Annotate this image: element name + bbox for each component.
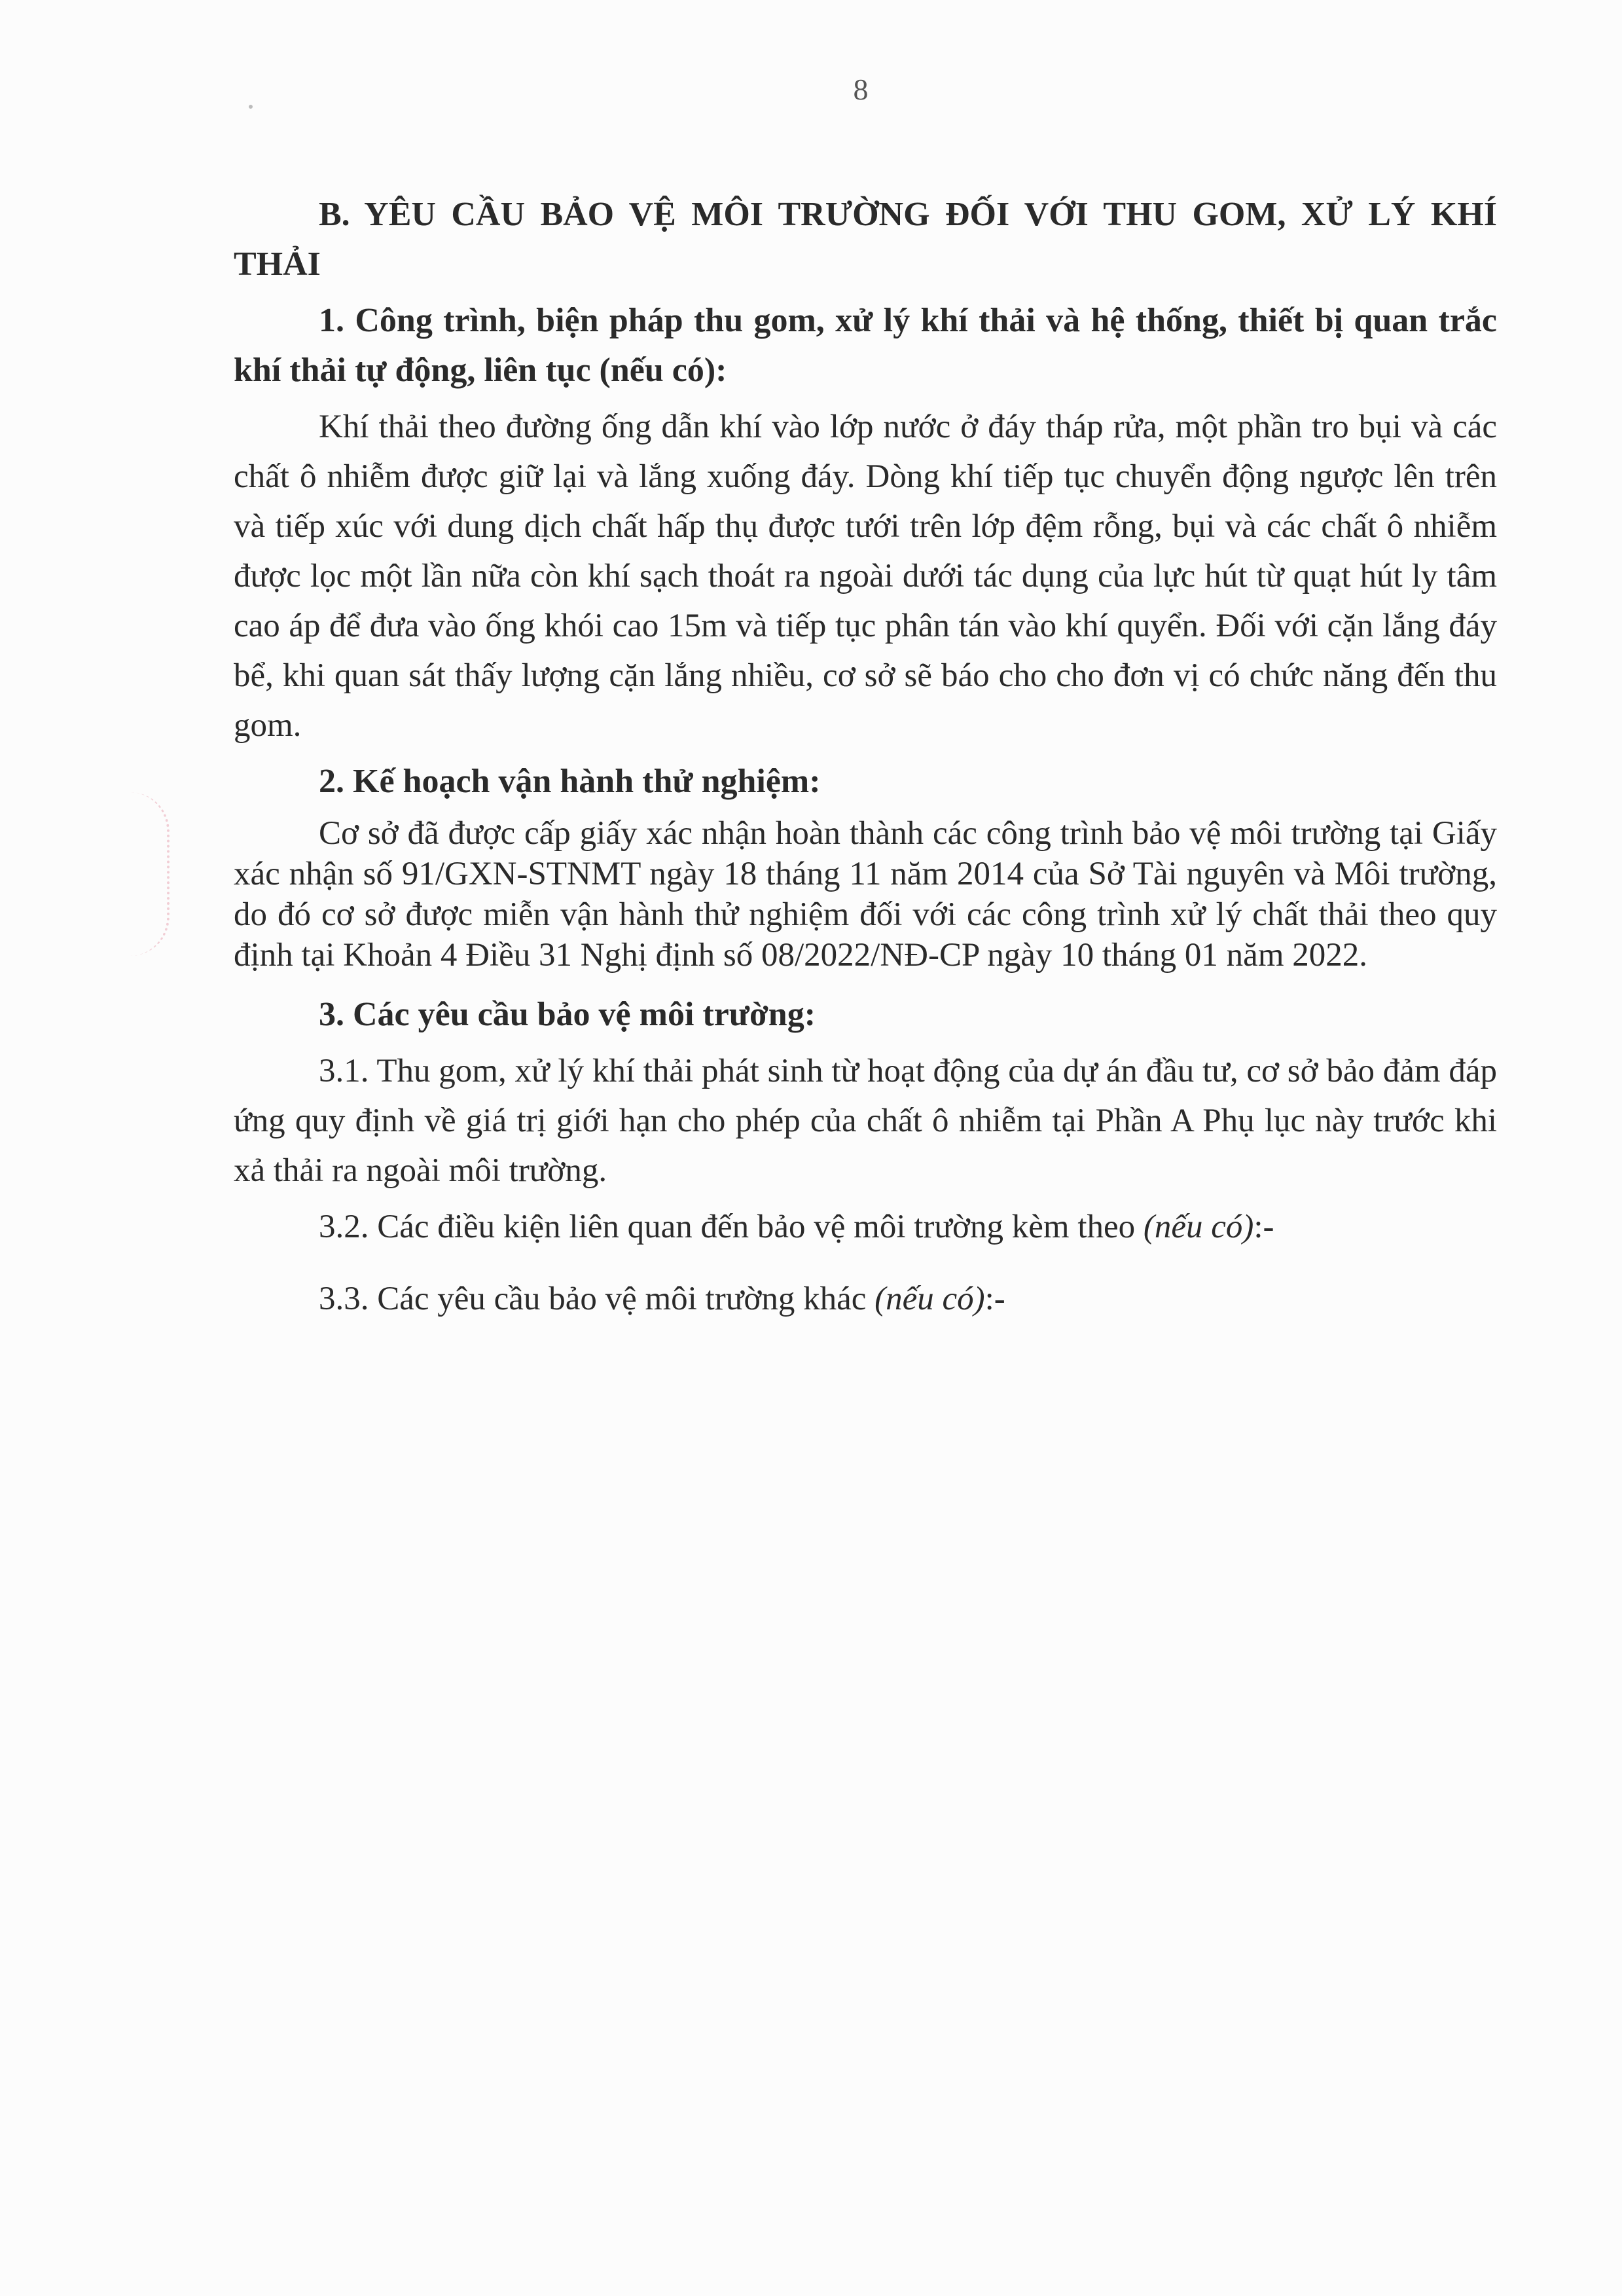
item-3-3-note: (nếu có) — [874, 1281, 985, 1317]
document-body — [234, 190, 1497, 1346]
item-3-heading: 3. Các yêu cầu bảo vệ môi trường: — [319, 996, 816, 1033]
item-3-1-paragraph: 3.1. Thu gom, xử lý khí thải phát sinh từ hoạt động của dự án đầu tư, cơ sở bảo đảm đáp ứng quy định về giá trị giới hạn cho phép của chất ô nhiễm tại Phần A Phụ lục này trước khi xả thải ra ngoài môi trường. — [234, 1053, 1497, 1189]
item-3-2-paragraph — [234, 1202, 1497, 1252]
item-3-2-note: (nếu có) — [1143, 1209, 1254, 1245]
item-3-3-text: 3.3. Các yêu cầu bảo vệ môi trường khác — [319, 1281, 875, 1317]
item-3-3-tail: :- — [984, 1281, 1005, 1317]
item-3-2-text: 3.2. Các điều kiện liên quan đến bảo vệ môi trường kèm theo — [319, 1209, 1144, 1245]
item-1-body: Khí thải theo đường ống dẫn khí vào lớp nước ở đáy tháp rửa, một phần tro bụi và các chất ô nhiễm được giữ lại và lắng xuống đáy. Dòng khí tiếp tục chuyển động ngược lên trên và tiếp xúc với dung dịch chất hấp thụ được tưới trên lớp đệm rỗng, bụi và các chất ô nhiễm được lọc một lần nữa còn khí sạch thoát ra ngoài dưới tác dụng của lực hút từ quạt hút ly tâm cao áp để đưa vào ống khói cao 15m và tiếp tục phân tán vào khí quyển. Đối với cặn lắng đáy bể, khi quan sát thấy lượng cặn lắng nhiều, cơ sở sẽ báo cho cho đơn vị có chức năng đến thu gom. — [234, 409, 1497, 744]
section-b-title: B. YÊU CẦU BẢO VỆ MÔI TRƯỜNG ĐỐI VỚI THU GOM, XỬ LÝ KHÍ THẢI — [234, 196, 1497, 283]
stamp-edge-mark — [128, 792, 170, 956]
item-2-body: Cơ sở đã được cấp giấy xác nhận hoàn thành các công trình bảo vệ môi trường tại Giấy xác nhận số 91/GXN-STNMT ngày 18 tháng 11 năm 2014 của Sở Tài nguyên và Môi trường, do đó cơ sở được miễn vận hành thử nghiệm đối với các công trình xử lý chất thải theo quy định tại Khoản 4 Điều 31 Nghị định số 08/2022/NĐ-CP ngày 10 tháng 01 năm 2022. — [234, 815, 1497, 974]
item-3-3-paragraph — [234, 1274, 1497, 1324]
item-3-2-tail: :- — [1253, 1209, 1274, 1245]
page-number: 8 — [853, 73, 869, 106]
item-1-heading: 1. Công trình, biện pháp thu gom, xử lý khí thải và hệ thống, thiết bị quan trắc khí thải tự động, liên tục (nếu có): — [234, 302, 1497, 389]
item-2-heading: 2. Kế hoạch vận hành thử nghiệm: — [319, 763, 821, 800]
